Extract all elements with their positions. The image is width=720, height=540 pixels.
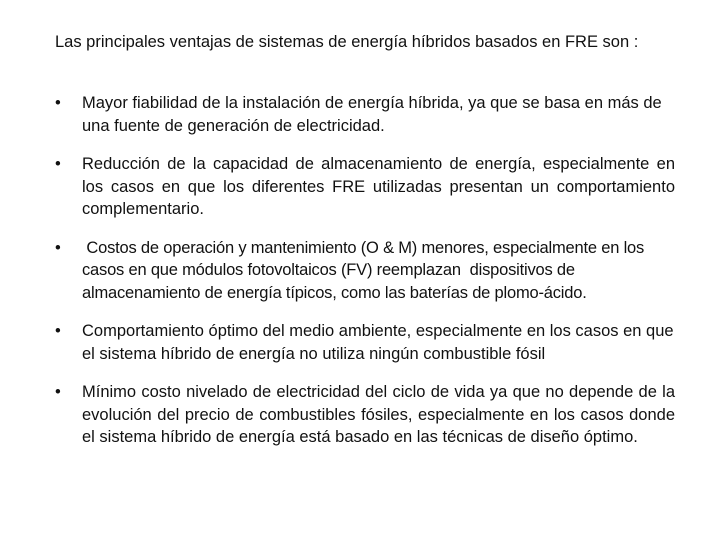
list-item [55,320,675,365]
bullet-text: Costos de operación y mantenimiento (O & M) menores, especialmente en los casos en que módulos fotovoltaicos (FV) reemplazan dispositivos de almacenamiento de energía típicos, como las baterías de plomo-ácido. [82,238,649,302]
list-item [55,381,675,449]
list-item [55,153,675,221]
bullet-text: Mínimo costo nivelado de electricidad del ciclo de vida ya que no depende de la evolución del precio de combustibles fósiles, especialmente en los casos donde el sistema híbrido de energía está basado en las técnicas de diseño óptimo. [82,383,675,446]
advantages-list [55,92,675,465]
bullet-text: Comportamiento óptimo del medio ambiente, especialmente en los casos en que el sistema híbrido de energía no utiliza ningún combustible fósil [82,322,674,363]
list-item [55,237,675,305]
bullet-icon: • [55,94,61,112]
bullet-icon: • [55,383,61,401]
intro-paragraph: Las principales ventajas de sistemas de energía híbridos basados en FRE son : [55,33,639,51]
bullet-icon: • [55,322,61,340]
bullet-text: Reducción de la capacidad de almacenamiento de energía, especialmente en los casos en que los diferentes FRE utilizadas presentan un comportamiento complementario. [82,155,675,218]
bullet-icon: • [55,155,61,173]
bullet-text: Mayor fiabilidad de la instalación de energía híbrida, ya que se basa en más de una fuente de generación de electricidad. [82,94,662,135]
bullet-icon: • [55,238,61,257]
list-item [55,92,675,137]
